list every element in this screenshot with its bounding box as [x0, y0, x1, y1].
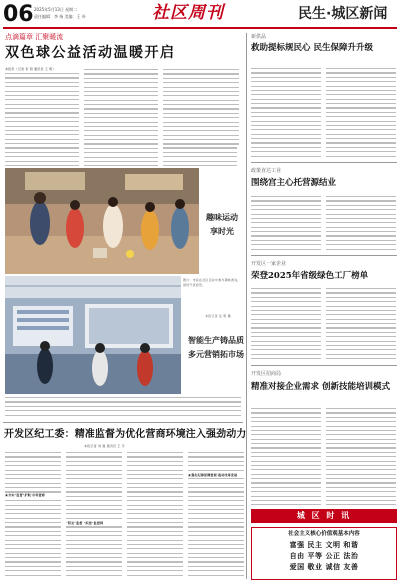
photo-caption-text [5, 397, 241, 419]
values-box-title: 社会主义核心价值观基本内容 [288, 531, 360, 537]
masthead-rule [3, 27, 397, 29]
right-item4-body-a [251, 408, 321, 508]
main-story-body-col2 [84, 69, 158, 167]
photo-credit: 本报记者 张 明 摄 [205, 314, 231, 318]
bottom-story-rule [3, 422, 243, 423]
right-rule-1 [251, 162, 397, 163]
right-item1-label: 新供品 [251, 34, 267, 40]
values-row-3: 爱国 敬业 诚信 友善 [289, 563, 359, 571]
bottom-story-subhead-3: ★强化纪律保障营商·推动改革发展 [188, 473, 244, 478]
photo2-caption-line1: 智能生产铸品质 [188, 335, 244, 345]
right-item1-title: 救助提标规民心 民生保障升升级 [251, 43, 373, 53]
photo-description: 图片：市民在社区活动中参与趣味游戏，现场气氛热烈。 [183, 278, 241, 287]
bottom-story-col1 [5, 452, 61, 580]
bottom-story-col3 [127, 452, 183, 580]
main-story-body-col1 [5, 73, 79, 167]
right-item2-title: 围绕宫主心托营源结业 [251, 178, 337, 188]
right-item3-title: 荣登2025年省级绿色工厂榜单 [251, 271, 369, 281]
brand-logo: 社区周刊 [152, 3, 224, 23]
photo-sports-event [5, 168, 199, 274]
main-story-body-col3 [163, 69, 239, 145]
photo-production-hall [5, 276, 181, 394]
right-item4-title: 精准对接企业需求 创新技能培训模式 [251, 382, 390, 392]
right-item2-body-a [251, 196, 321, 252]
right-rule-3 [251, 365, 397, 366]
values-row-2: 自由 平等 公正 法治 [289, 552, 359, 560]
bottom-story-col4 [188, 452, 244, 580]
main-story-title: 双色球公益活动温暖开启 [5, 45, 176, 61]
right-item4-label: 开发区招商局 [251, 371, 282, 377]
right-item4-body-b [326, 408, 396, 508]
right-rule-2 [251, 255, 397, 256]
main-story-body-col4 [163, 143, 237, 167]
values-row-1: 富强 民主 文明 和谐 [289, 541, 359, 549]
photo1-caption-line2: 享时光 [210, 226, 234, 236]
right-item1-body-b [326, 68, 396, 160]
bottom-story-subhead-1: ★夯实"监督"护航·市场营商 [5, 493, 61, 498]
photo2-caption-line2: 多元营销拓市场 [188, 349, 244, 359]
bottom-story-col2 [66, 452, 122, 580]
page-number: 06 [3, 2, 34, 27]
footer-news-banner-label: 城 区 时 讯 [296, 511, 352, 520]
bottom-story-subhead-2: “阳光"监督 "织密"监督网 [66, 521, 122, 526]
right-item3-body-a [251, 288, 321, 362]
editor-line: 责任编辑：李 扬 美编：王 朴 [34, 14, 86, 19]
column-head: 点滴篇章 汇聚暖流 [5, 33, 64, 41]
photo1-caption-line1: 趣味运动 [206, 212, 238, 222]
bottom-story-byline: 本报记者 刘 强 通讯员 王 芳 [84, 444, 125, 448]
right-item2-body-b [326, 196, 396, 252]
date-line: 2025年5月13日 星期二 [34, 7, 78, 12]
right-item1-body-a [251, 68, 321, 160]
section-title: 民生·城区新闻 [298, 6, 388, 22]
column-divider [246, 33, 247, 579]
right-item2-label: 政策直达工业 [251, 168, 282, 174]
right-item3-body-b [326, 288, 396, 362]
main-story-byline: 本报讯（记者 李 阳 通讯员 王 明） [5, 67, 56, 71]
right-item3-label: 开发区一家企业 [251, 261, 287, 267]
bottom-story-title: 开发区纪工委：精准监督为优化营商环境注入强劲动力 [4, 429, 247, 440]
